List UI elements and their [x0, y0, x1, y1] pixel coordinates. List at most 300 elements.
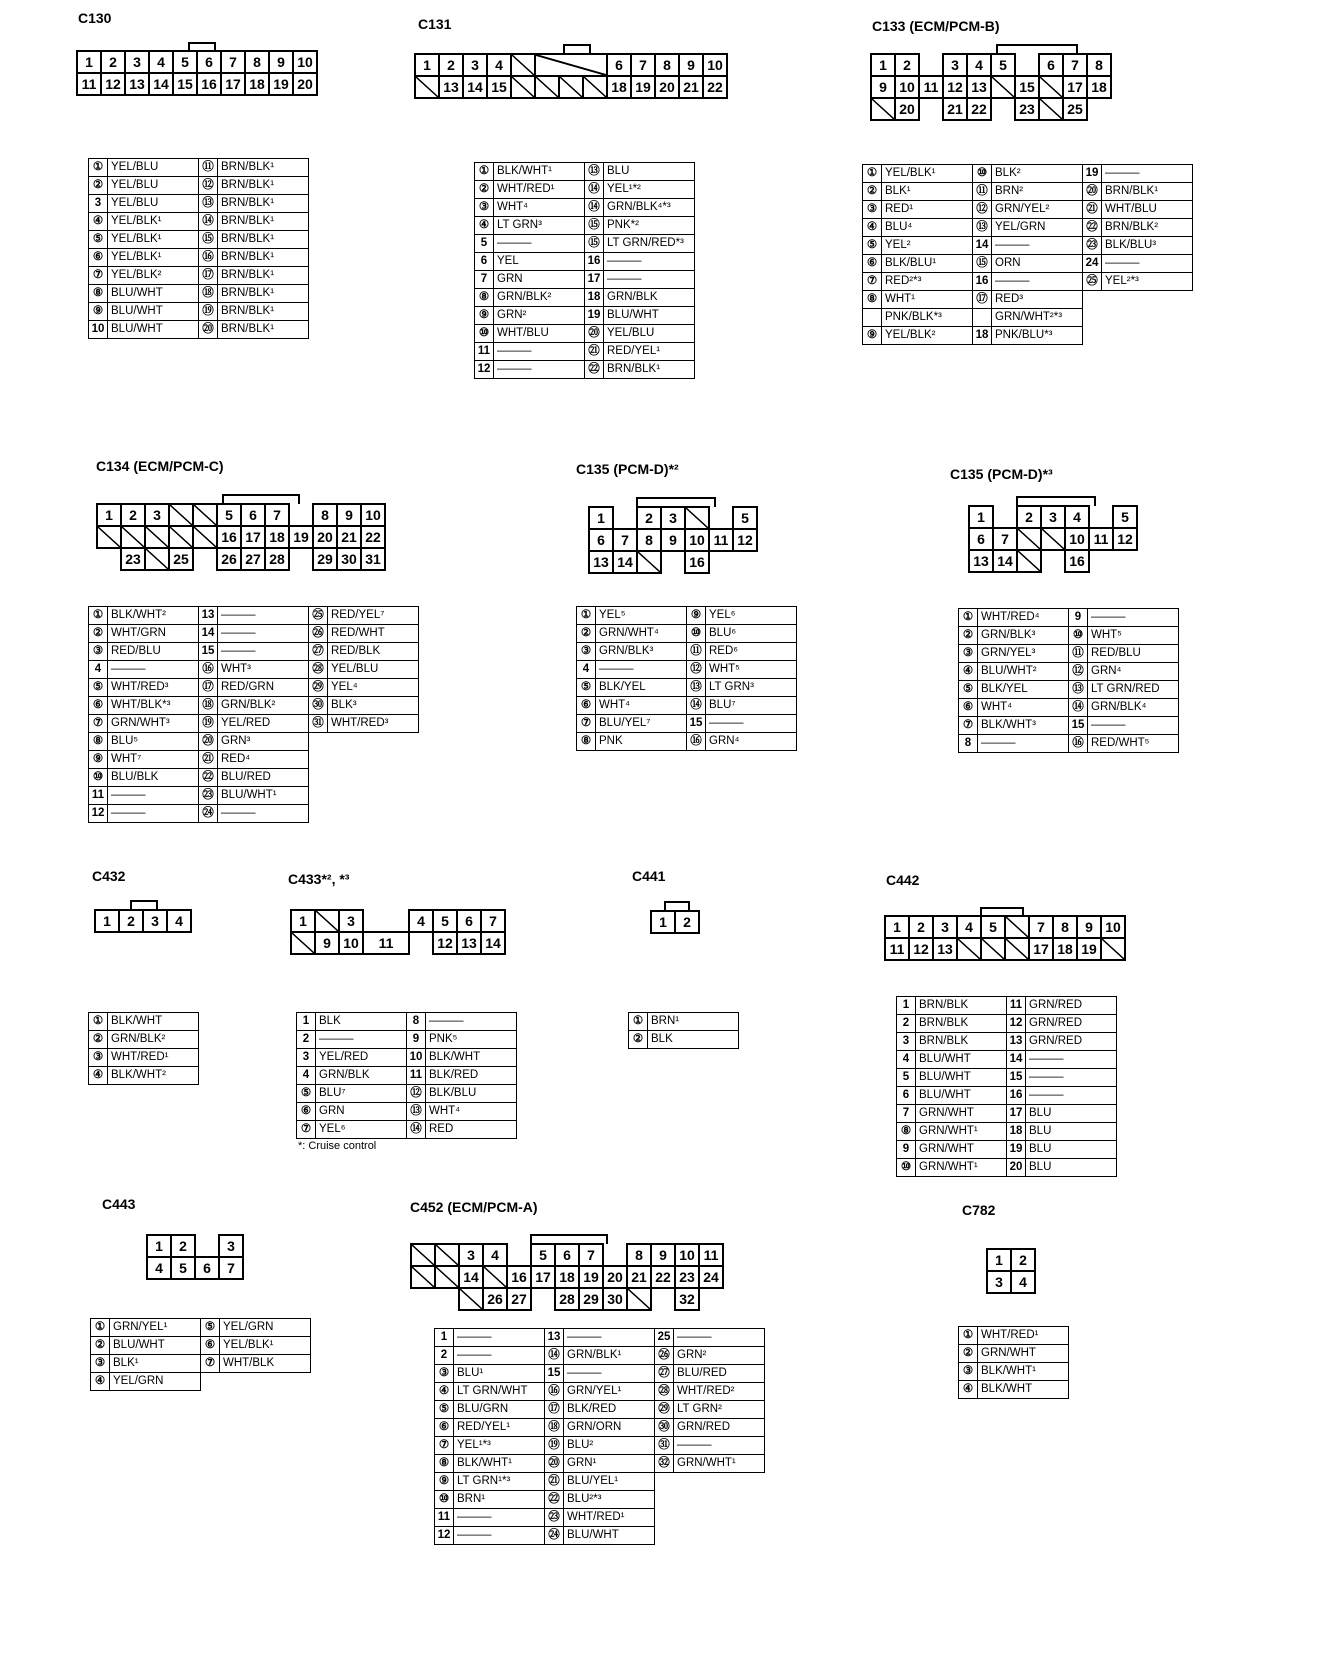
terminal-number: ⑬ — [199, 195, 218, 213]
terminal-number: ㉜ — [655, 1455, 674, 1473]
terminal-number: ⑧ — [577, 733, 596, 751]
wire-color: WHT⁴ — [494, 199, 585, 217]
wire-color: WHT⁵ — [706, 661, 797, 679]
wire-color: BLU⁷ — [316, 1085, 407, 1103]
terminal-number: ⑬ — [973, 219, 992, 237]
wire-row — [959, 681, 1179, 699]
terminal-number: 14 — [1007, 1051, 1026, 1069]
wire-color: WHT/RED⁴ — [978, 609, 1069, 627]
wire-color: WHT/RED³ — [328, 715, 419, 733]
terminal-number: ⑰ — [199, 679, 218, 697]
wire-color: BLK/WHT³ — [978, 717, 1069, 735]
wire-row — [863, 219, 1193, 237]
terminal-number: 11 — [407, 1067, 426, 1085]
wire-row — [435, 1383, 765, 1401]
wire-color: ——— — [1102, 165, 1193, 183]
wire-color: ORN — [992, 255, 1083, 273]
wire-color: LT GRN³ — [494, 217, 585, 235]
wire-color: BLK/BLU³ — [1102, 237, 1193, 255]
terminal-number: 11 — [89, 787, 108, 805]
terminal-number: ⑩ — [897, 1159, 916, 1177]
wire-color: ——— — [218, 643, 309, 661]
terminal-number: 19 — [1007, 1141, 1026, 1159]
terminal-number: 3 — [297, 1049, 316, 1067]
c130-wire-table — [88, 158, 309, 339]
wire-row — [863, 165, 1193, 183]
terminal-number: ⑪ — [199, 159, 218, 177]
terminal-number: ⑨ — [89, 303, 108, 321]
wire-row — [89, 303, 309, 321]
wire-row — [959, 717, 1179, 735]
wire-color: GRN — [494, 271, 585, 289]
wire-color: WHT/RED² — [674, 1383, 765, 1401]
terminal-number: ㉑ — [1083, 201, 1102, 219]
wire-color: GRN/WHT — [916, 1141, 1007, 1159]
wire-row — [897, 1015, 1117, 1033]
terminal-number: 16 — [585, 253, 604, 271]
wire-row — [89, 159, 309, 177]
wire-color: BLU/RED — [674, 1365, 765, 1383]
wire-color: YEL⁶ — [316, 1121, 407, 1139]
wire-color: BRN¹ — [454, 1491, 545, 1509]
wire-color: WHT⁷ — [108, 751, 199, 769]
terminal-number: 20 — [1007, 1159, 1026, 1177]
terminal-number: 17 — [1007, 1105, 1026, 1123]
wire-color: LT GRN/RED*³ — [604, 235, 695, 253]
wire-color: YEL/GRN — [220, 1319, 311, 1337]
terminal-number: ⑤ — [89, 231, 108, 249]
wire-color: GRN/WHT⁴ — [596, 625, 687, 643]
wire-color: LT GRN/WHT — [454, 1383, 545, 1401]
terminal-number: 6 — [475, 253, 494, 271]
wire-color: ——— — [108, 661, 199, 679]
terminal-number: 15 — [1069, 717, 1088, 735]
wire-color: YEL/RED — [218, 715, 309, 733]
wire-color: LT GRN² — [674, 1401, 765, 1419]
wire-row — [475, 253, 695, 271]
terminal-number: ⑬ — [585, 163, 604, 181]
terminal-number: ④ — [89, 1067, 108, 1085]
terminal-number: ㉙ — [655, 1401, 674, 1419]
wire-color: BLK/YEL — [978, 681, 1069, 699]
terminal-number: ③ — [91, 1355, 110, 1373]
wire-color: RED/BLU — [1088, 645, 1179, 663]
c134-connector-face: 1 2 3 5 6 7 8 9 10 16 17 18 19 20 21 22 23 25 26 27 28 29 30 31 — [96, 503, 386, 571]
wire-color: WHT/RED¹ — [108, 1049, 199, 1067]
terminal-number: ㉒ — [1083, 219, 1102, 237]
terminal-number: ⑭ — [407, 1121, 426, 1139]
wire-color: ——— — [1102, 255, 1193, 273]
c134-wire-table — [88, 606, 419, 823]
terminal-number: ⑧ — [897, 1123, 916, 1141]
terminal-number: ⑳ — [545, 1455, 564, 1473]
wire-color: BLU — [604, 163, 695, 181]
terminal-number: ⑧ — [863, 291, 882, 309]
wire-color: ——— — [426, 1013, 517, 1031]
terminal-number: ㉕ — [309, 607, 328, 625]
wire-row — [577, 697, 797, 715]
wire-color: RED/WHT — [328, 625, 419, 643]
wire-color: YEL/RED — [316, 1049, 407, 1067]
terminal-number: ⑦ — [863, 273, 882, 291]
terminal-number: ⑥ — [577, 697, 596, 715]
terminal-number: ② — [89, 1031, 108, 1049]
wire-color: BLU/GRN — [454, 1401, 545, 1419]
wire-color: GRN³ — [218, 733, 309, 751]
terminal-number: ㉔ — [545, 1527, 564, 1545]
wire-row — [89, 285, 309, 303]
wire-row — [897, 1033, 1117, 1051]
terminal-number: ⑯ — [687, 733, 706, 751]
wire-color: BLK/RED — [564, 1401, 655, 1419]
terminal-number: ④ — [89, 213, 108, 231]
terminal-number: ㉒ — [545, 1491, 564, 1509]
c782-connector-face: 1 2 3 4 — [986, 1248, 1036, 1294]
terminal-number: 2 — [435, 1347, 454, 1365]
wire-color: GRN/BLK — [316, 1067, 407, 1085]
terminal-number: ⑮ — [585, 235, 604, 253]
wire-color: RED/WHT⁵ — [1088, 735, 1179, 753]
wire-color: BLK/BLU — [426, 1085, 517, 1103]
c133-title: C133 (ECM/PCM-B) — [872, 18, 1000, 34]
terminal-number: 10 — [407, 1049, 426, 1067]
wire-row — [89, 1049, 199, 1067]
wire-color: RED/BLU — [108, 643, 199, 661]
wire-color: ——— — [218, 805, 309, 823]
terminal-number: ㉑ — [199, 751, 218, 769]
wire-color: BRN/BLK¹ — [604, 361, 695, 379]
wire-color: ——— — [992, 237, 1083, 255]
wire-color: BRN/BLK¹ — [218, 285, 309, 303]
wire-row — [475, 163, 695, 181]
wire-color: BRN/BLK¹ — [218, 267, 309, 285]
wire-row — [297, 1049, 517, 1067]
wire-color: BRN/BLK² — [1102, 219, 1193, 237]
terminal-number: ⑥ — [89, 249, 108, 267]
wire-color: BLK/WHT — [978, 1381, 1069, 1399]
terminal-number: 24 — [1083, 255, 1102, 273]
wire-row — [89, 733, 419, 751]
terminal-number: ㉓ — [545, 1509, 564, 1527]
wire-color: WHT⁴ — [596, 697, 687, 715]
wire-color: GRN/WHT¹ — [916, 1123, 1007, 1141]
terminal-number: ⑯ — [1069, 735, 1088, 753]
terminal-number: 12 — [89, 805, 108, 823]
terminal-number: ④ — [959, 663, 978, 681]
wire-color: WHT/RED¹ — [564, 1509, 655, 1527]
wire-color: ——— — [218, 625, 309, 643]
terminal-number: ③ — [89, 1049, 108, 1067]
wire-color: RED — [426, 1121, 517, 1139]
terminal-number: ㉘ — [309, 661, 328, 679]
wire-color: WHT¹ — [882, 291, 973, 309]
terminal-number: 9 — [897, 1141, 916, 1159]
wire-row — [435, 1437, 765, 1455]
c441-wire-table — [628, 1012, 739, 1049]
wire-color: GRN/WHT³ — [108, 715, 199, 733]
wire-color: BRN¹ — [648, 1013, 739, 1031]
terminal-number: ⑰ — [973, 291, 992, 309]
wire-color: WHT/BLU — [494, 325, 585, 343]
terminal-number: ⑰ — [545, 1401, 564, 1419]
wire-row — [577, 643, 797, 661]
wire-row — [475, 343, 695, 361]
terminal-number: 15 — [545, 1365, 564, 1383]
wire-color: YEL⁴ — [328, 679, 419, 697]
wire-row — [959, 1381, 1069, 1399]
terminal-number: ① — [91, 1319, 110, 1337]
wire-row — [297, 1121, 517, 1139]
wire-color: YEL/GRN — [992, 219, 1083, 237]
terminal-number: 14 — [973, 237, 992, 255]
wire-color: BLU/WHT — [108, 285, 199, 303]
wire-row — [959, 699, 1179, 717]
wire-row — [863, 201, 1193, 219]
terminal-number: ㉕ — [1083, 273, 1102, 291]
terminal-number: ⑤ — [577, 679, 596, 697]
wire-color: GRN/RED — [1026, 1033, 1117, 1051]
wire-color: BLU/WHT — [916, 1051, 1007, 1069]
terminal-number: ⑫ — [973, 201, 992, 219]
c432-title: C432 — [92, 868, 126, 884]
terminal-number: ② — [629, 1031, 648, 1049]
wire-row — [897, 1069, 1117, 1087]
wire-color: RED⁴ — [218, 751, 309, 769]
terminal-number: ⑳ — [1083, 183, 1102, 201]
c442-wire-table — [896, 996, 1117, 1177]
wire-color: BLU⁶ — [706, 625, 797, 643]
wire-color: GRN² — [674, 1347, 765, 1365]
terminal-number: 1 — [435, 1329, 454, 1347]
wire-color: GRN/ORN — [564, 1419, 655, 1437]
terminal-number: ⑮ — [199, 231, 218, 249]
wire-color: WHT/RED³ — [108, 679, 199, 697]
terminal-number: ② — [89, 625, 108, 643]
terminal-number: ⑧ — [435, 1455, 454, 1473]
terminal-number: 4 — [577, 661, 596, 679]
terminal-number: ③ — [475, 199, 494, 217]
c135b-wire-table — [958, 608, 1179, 753]
terminal-number: ② — [959, 1345, 978, 1363]
wire-color: YEL/BLU — [108, 177, 199, 195]
terminal-number: 9 — [407, 1031, 426, 1049]
wire-color: BLU/WHT — [564, 1527, 655, 1545]
terminal-number: 13 — [1007, 1033, 1026, 1051]
terminal-number: ⑫ — [687, 661, 706, 679]
wire-row — [89, 625, 419, 643]
wire-row — [897, 997, 1117, 1015]
wire-row — [89, 1067, 199, 1085]
terminal-number: ④ — [475, 217, 494, 235]
wire-row — [863, 291, 1193, 309]
c133-wire-table — [862, 164, 1193, 345]
terminal-number: 11 — [435, 1509, 454, 1527]
terminal-number: ⑭ — [585, 199, 604, 217]
terminal-number: ㉖ — [309, 625, 328, 643]
terminal-number: ⑩ — [435, 1491, 454, 1509]
terminal-number: ㉔ — [199, 805, 218, 823]
c134-title: C134 (ECM/PCM-C) — [96, 458, 224, 474]
terminal-number: 13 — [545, 1329, 564, 1347]
wire-color: GRN/YEL¹ — [110, 1319, 201, 1337]
terminal-number: 25 — [655, 1329, 674, 1347]
wire-color: BLU/YEL⁷ — [596, 715, 687, 733]
c433-connector-face: 1 3 4 5 6 7 9 10 11 12 13 14 — [290, 909, 506, 955]
wire-color: GRN/BLK — [604, 289, 695, 307]
wire-row — [959, 1345, 1069, 1363]
terminal-number: 13 — [199, 607, 218, 625]
wire-color: YEL/BLK² — [882, 327, 973, 345]
wire-color: ——— — [218, 607, 309, 625]
wire-color: ——— — [604, 253, 695, 271]
wire-row — [435, 1455, 765, 1473]
wire-color: RED/YEL¹ — [454, 1419, 545, 1437]
wire-row — [863, 183, 1193, 201]
c130-connector-face: 1 2 3 4 5 6 7 8 9 10 11 12 13 14 15 16 17 18 19 20 — [76, 50, 318, 96]
wire-row — [959, 1327, 1069, 1345]
terminal-number: ⑥ — [435, 1419, 454, 1437]
wire-color: GRN/RED — [1026, 997, 1117, 1015]
wire-color: RED²*³ — [882, 273, 973, 291]
terminal-number: ② — [475, 181, 494, 199]
wire-color: WHT⁴ — [978, 699, 1069, 717]
terminal-number: 12 — [1007, 1015, 1026, 1033]
wire-row — [89, 679, 419, 697]
c135a-title: C135 (PCM-D)*² — [576, 461, 679, 477]
terminal-number — [973, 309, 992, 327]
wire-color: GRN/YEL¹ — [564, 1383, 655, 1401]
terminal-number: 15 — [1007, 1069, 1026, 1087]
wire-row — [435, 1419, 765, 1437]
wire-color: ——— — [1088, 717, 1179, 735]
wire-row — [577, 661, 797, 679]
wire-color: YEL/BLU — [108, 159, 199, 177]
wire-color: RED⁶ — [706, 643, 797, 661]
terminal-number: ⑬ — [687, 679, 706, 697]
wire-color: BLK¹ — [882, 183, 973, 201]
wire-color: GRN/WHT²*³ — [992, 309, 1083, 327]
terminal-number: 18 — [1007, 1123, 1026, 1141]
terminal-number: ⑦ — [577, 715, 596, 733]
wire-color: RED/GRN — [218, 679, 309, 697]
wire-color: BRN/BLK — [916, 1033, 1007, 1051]
wire-color: YEL/BLK¹ — [108, 213, 199, 231]
terminal-number: ㉒ — [199, 769, 218, 787]
wire-color: BLU/WHT — [916, 1087, 1007, 1105]
terminal-number: ⑩ — [973, 165, 992, 183]
wire-color: PNK⁵ — [426, 1031, 517, 1049]
wire-row — [89, 697, 419, 715]
wire-color: BLK/RED — [426, 1067, 517, 1085]
wire-color: BLU/WHT — [108, 321, 199, 339]
wire-color: ——— — [978, 735, 1069, 753]
terminal-number: ㉛ — [309, 715, 328, 733]
wire-row — [89, 607, 419, 625]
terminal-number: ⑬ — [1069, 681, 1088, 699]
wire-row — [297, 1085, 517, 1103]
wire-color: WHT/BLK*³ — [108, 697, 199, 715]
wire-color: GRN/WHT¹ — [674, 1455, 765, 1473]
wire-color: ——— — [596, 661, 687, 679]
wire-row — [897, 1159, 1117, 1177]
wire-row — [577, 715, 797, 733]
terminal-number: 1 — [297, 1013, 316, 1031]
c131-title: C131 — [418, 16, 452, 32]
wire-row — [863, 309, 1193, 327]
c133-connector-face: 1 2 3 4 5 6 7 8 9 10 11 12 13 15 17 18 20 21 22 23 25 — [870, 53, 1112, 121]
terminal-number: ⑩ — [687, 625, 706, 643]
wire-color: YEL/BLK¹ — [882, 165, 973, 183]
terminal-number: ⑤ — [435, 1401, 454, 1419]
terminal-number: ⑨ — [687, 607, 706, 625]
wire-row — [959, 609, 1179, 627]
terminal-number: 5 — [475, 235, 494, 253]
wire-color: BLU/WHT¹ — [218, 787, 309, 805]
c135a-wire-table — [576, 606, 797, 751]
wire-row — [475, 289, 695, 307]
wire-color: BLU¹ — [454, 1365, 545, 1383]
wire-row — [959, 645, 1179, 663]
wire-color: BLU/BLK — [108, 769, 199, 787]
terminal-number: ⑨ — [89, 751, 108, 769]
wire-row — [475, 181, 695, 199]
terminal-number: ⑫ — [407, 1085, 426, 1103]
wire-color: GRN¹ — [564, 1455, 655, 1473]
terminal-number: ⑦ — [89, 715, 108, 733]
wire-row — [435, 1329, 765, 1347]
wire-color: ——— — [992, 273, 1083, 291]
wire-color: BLK¹ — [110, 1355, 201, 1373]
wire-row — [897, 1105, 1117, 1123]
wire-row — [577, 607, 797, 625]
terminal-number: ⑤ — [201, 1319, 220, 1337]
terminal-number: 7 — [897, 1105, 916, 1123]
terminal-number: 8 — [407, 1013, 426, 1031]
c433-wire-table — [296, 1012, 517, 1139]
wire-color: WHT/RED¹ — [494, 181, 585, 199]
wire-row — [629, 1031, 739, 1049]
terminal-number: ⑥ — [89, 697, 108, 715]
wire-color: BLK/WHT — [426, 1049, 517, 1067]
wire-color: ——— — [494, 235, 585, 253]
wire-color: BLU/WHT — [110, 1337, 201, 1355]
wire-row — [475, 235, 695, 253]
wire-row — [89, 195, 309, 213]
wire-color: ——— — [1088, 609, 1179, 627]
wire-row — [89, 643, 419, 661]
wire-color: BLU² — [564, 1437, 655, 1455]
wire-color: YEL/BLU — [604, 325, 695, 343]
c135b-connector-face: 1 2 3 4 5 6 7 10 11 12 13 14 16 — [968, 505, 1138, 573]
wire-color: ——— — [494, 343, 585, 361]
terminal-number: ⑭ — [1069, 699, 1088, 717]
terminal-number: ③ — [577, 643, 596, 661]
terminal-number: 4 — [297, 1067, 316, 1085]
wire-row — [89, 769, 419, 787]
wire-color: BLK² — [992, 165, 1083, 183]
terminal-number: 18 — [585, 289, 604, 307]
terminal-number: 11 — [475, 343, 494, 361]
c443-connector-face: 1 2 3 4 5 6 7 — [146, 1234, 244, 1280]
wire-row — [475, 307, 695, 325]
terminal-number: 4 — [897, 1051, 916, 1069]
terminal-number: 16 — [1007, 1087, 1026, 1105]
terminal-number: ⑫ — [1069, 663, 1088, 681]
wire-color: BLU/WHT — [108, 303, 199, 321]
c432-connector-face: 1 2 3 4 — [94, 909, 192, 933]
c452-connector-face: 3 4 5 6 7 8 9 10 11 14 16 17 18 19 20 21 22 23 24 26 27 28 29 30 32 — [410, 1243, 724, 1311]
wire-row — [435, 1347, 765, 1365]
